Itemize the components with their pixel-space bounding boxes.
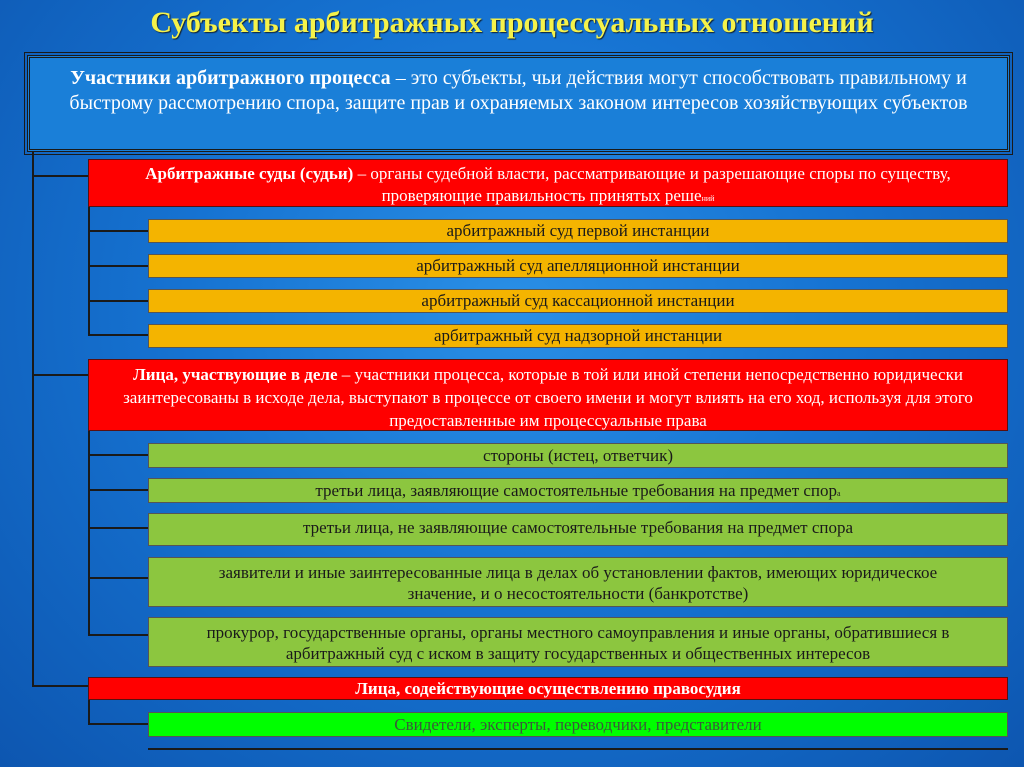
courts-item-supervisory: арбитражный суд надзорной инстанции — [148, 324, 1008, 348]
persons-sub-trunk — [88, 431, 90, 635]
courts-text: – органы судебной власти, рассматривающие и разрешающие споры по существу, проверяющие правильность принятых реше — [353, 164, 951, 205]
courts-item-appeal: арбитражный суд апелляционной инстанции — [148, 254, 1008, 278]
persons-item-third-not-claiming: третьи лица, не заявляющие самостоятельные требования на предмет спора — [148, 513, 1008, 546]
persons-item-third-claiming-tail: а — [837, 489, 841, 498]
assisting-header-box — [88, 677, 1008, 700]
courts-sub-branch — [88, 265, 148, 267]
assisting-term: Лица, содействующие осуществлению правосудия — [355, 679, 741, 698]
assisting-sub-trunk — [88, 699, 90, 724]
courts-item-first-instance: арбитражный суд первой инстанции — [148, 219, 1008, 243]
persons-term: Лица, участвующие в деле — [133, 365, 338, 384]
branch-persons-line — [32, 374, 88, 376]
main-trunk-line — [32, 152, 34, 686]
persons-text: – участники процесса, которые в той или иной степени непосредственно юридически заинтересованы в исходе дела, выступают в процессе от своего имени и могут влиять на его ход, используя для этого предоставленные им процессуальные права — [123, 365, 973, 430]
persons-sub-branch — [88, 577, 148, 579]
courts-sub-branch — [88, 230, 148, 232]
persons-header-box — [88, 359, 1008, 431]
persons-sub-branch — [88, 634, 148, 636]
persons-sub-branch — [88, 454, 148, 456]
bottom-rule-line — [148, 748, 1008, 750]
courts-term: Арбитражные суды (судьи) — [145, 164, 354, 183]
persons-item-parties: стороны (истец, ответчик) — [148, 443, 1008, 468]
courts-sub-branch — [88, 300, 148, 302]
persons-item-third-claiming — [148, 478, 1008, 503]
persons-sub-branch — [88, 489, 148, 491]
courts-item-cassation: арбитражный суд кассационной инстанции — [148, 289, 1008, 313]
definition-text: – это субъекты, чьи действия могут способствовать правильному и быстрому рассмотрению спора, защите прав и охраняемых законом интересов хозяйствующих субъектов — [69, 67, 968, 114]
definition-term: Участники арбитражного процесса — [70, 67, 391, 89]
courts-sub-branch — [88, 334, 148, 336]
courts-sub-trunk — [88, 207, 90, 335]
persons-item-prosecutor: прокурор, государственные органы, органы местного самоуправления и иные органы, обратившиеся в арбитражный суд с иском в защиту государственных и общественных интересов — [148, 617, 1008, 667]
persons-item-applicants: заявители и иные заинтересованные лица в делах об установлении фактов, имеющих юридическое значение, и о несостоятельности (банкротстве) — [148, 557, 1008, 607]
persons-sub-branch — [88, 527, 148, 529]
courts-header-box — [88, 159, 1008, 207]
page-title: Субъекты арбитражных процессуальных отношений — [150, 6, 874, 39]
assisting-item-witnesses: Свидетели, эксперты, переводчики, представители — [148, 712, 1008, 737]
definition-box — [27, 55, 1010, 152]
branch-assisting-line — [32, 685, 88, 687]
branch-courts-line — [32, 175, 88, 177]
courts-text-tail: ний — [701, 194, 715, 203]
assisting-sub-branch — [88, 723, 148, 725]
persons-item-third-claiming-text: третьи лица, заявляющие самостоятельные требования на предмет спор — [315, 481, 838, 500]
